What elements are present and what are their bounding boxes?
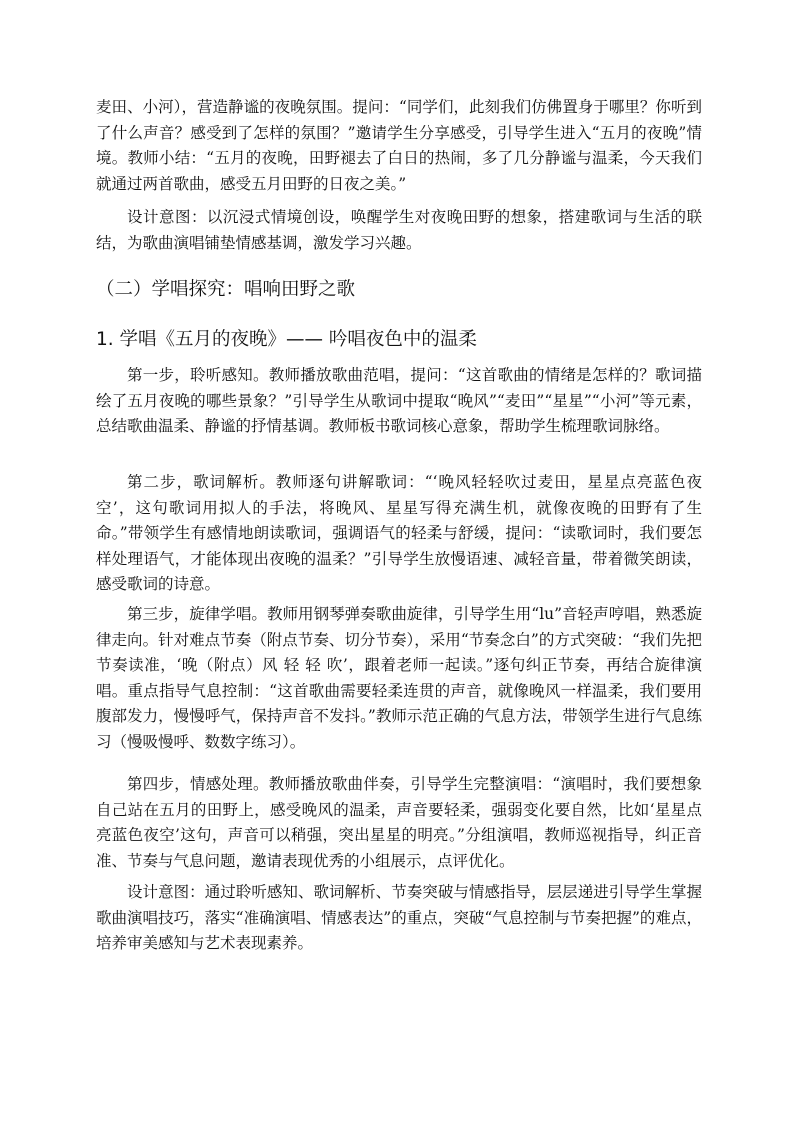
subsection-heading: 1. 学唱《五月的夜晚》—— 吟唱夜色中的温柔 [96,329,477,350]
intro-continuation-paragraph: 麦田、小河），营造静谧的夜晚氛围。提问：“同学们，此刻我们仿佛置身于哪里？你听到了什么声音？感受到了怎样的氛围？”邀请学生分享感受，引导学生进入“五月的夜晚”情境。教师小结：“五月的夜晚，田野褪去了白日的热闹，多了几分静谧与温柔，今天我们就通过两首歌曲，感受五月田野的日夜之美。” [96,98,702,193]
step-four-paragraph: 第四步，情感处理。教师播放歌曲伴奏，引导学生完整演唱：“演唱时，我们要想象自己站在五月的田野上，感受晚风的温柔，声音要轻柔，强弱变化要自然，比如‘星星点亮蓝色夜空’这句，声音可以稍强，突出星星的明亮。”分组演唱，教师巡视指导，纠正音准、节奏与气息问题，邀请表现优秀的小组展示，点评优化。 [96,775,702,870]
step-one-paragraph: 第一步，聆听感知。教师播放歌曲范唱，提问：“这首歌曲的情绪是怎样的？歌词描绘了五月夜晚的哪些景象？”引导学生从歌词中提取“晚风”“麦田”“星星”“小河”等元素，总结歌曲温柔、静谧的抒情基调。教师板书歌词核心意象，帮助学生梳理歌词脉络。 [96,366,702,435]
step-three-paragraph: 第三步，旋律学唱。教师用钢琴弹奏歌曲旋律，引导学生用“lu”音轻声哼唱，熟悉旋律走向。针对难点节奏（附点节奏、切分节奏），采用“节奏念白”的方式突破：“我们先把节奏读准，‘晚（附点）风 轻 轻 吹’，跟着老师一起读。”逐句纠正节奏，再结合旋律演唱。重点指导气息控制：“这首歌曲需要轻柔连贯的声音，就像晚风一样温柔，我们要用腹部发力，慢慢呼气，保持声音不发抖。”教师示范正确的气息方法，带领学生进行气息练习（慢吸慢呼、数数字练习）。 [96,605,702,751]
design-intent-paragraph: 设计意图：以沉浸式情境创设，唤醒学生对夜晚田野的想象，搭建歌词与生活的联结，为歌曲演唱铺垫情感基调，激发学习兴趣。 [96,208,702,252]
step-two-paragraph: 第二步，歌词解析。教师逐句讲解歌词：“‘晚风轻轻吹过麦田，星星点亮蓝色夜空’，这句歌词用拟人的手法，将晚风、星星写得充满生机，就像夜晚的田野有了生命。”带领学生有感情地朗读歌词，强调语气的轻柔与舒缓，提问：“读歌词时，我们要怎样处理语气，才能体现出夜晚的温柔？”引导学生放慢语速、减轻音量，带着微笑朗读，感受歌词的诗意。 [96,473,702,593]
section-heading: （二）学唱探究：唱响田野之歌 [96,279,356,300]
design-intent-paragraph-2: 设计意图：通过聆听感知、歌词解析、节奏突破与情感指导，层层递进引导学生掌握歌曲演唱技巧，落实“准确演唱、情感表达”的重点，突破“气息控制与节奏把握”的难点，培养审美感知与艺术表现素养。 [96,883,702,952]
